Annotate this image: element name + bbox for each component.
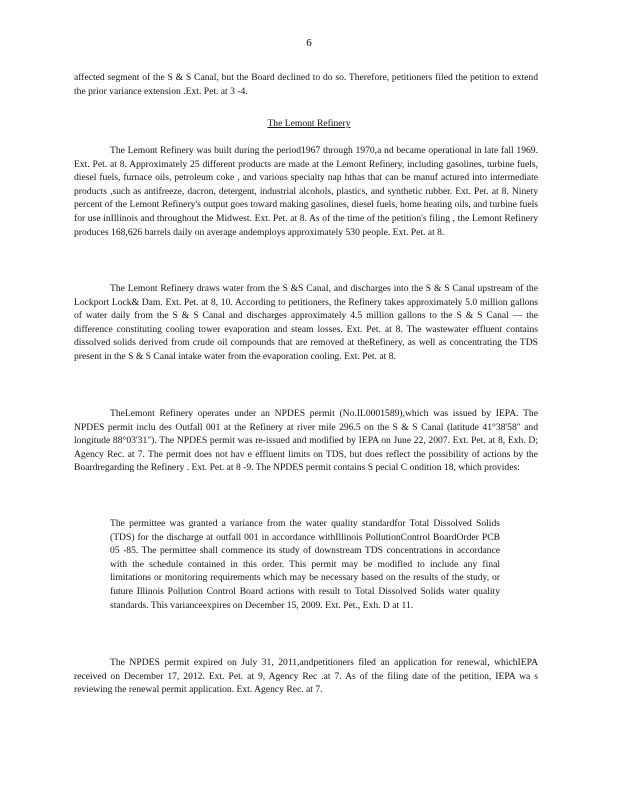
paragraph-2: The Lemont Refinery draws water from the S &S Canal, and discharges into the S & S Canal upstream of the Lockport Lock& Dam. Ext. Pet. at 8, 10. According to petitioners, the Refinery takes approximately 5.0 million gallons of water daily from the S & S Canal and discharges approximately 4.5 million gallons to the S & S Canal — the difference constituting cooling tower evaporation and steam losses. Ext. Pet. at 8. The wastewater effluent contains dissolved solids derived from crude oil compounds that are removed at theRefinery, as well as concentrating the TDS present in the S & S Canal intake water from the evaporation cooling. Ext. Pet. at 8. xyxy=(74,283,538,362)
block-quote-text: The permittee was granted a variance from the water quality standardfor Total Dissolved Solids (TDS) for the discharge at outfall 001 in accordance withIllinois PollutionControl BoardOrder PCB 05 -85. The permittee shall commence its study of downstream TDS concentrations in accordance with the schedule contained in this order. This permit may be modified to include any final limitations or monitoring requirements which may be necessary based on the results of the study, or future Illinois Pollution Control Board actions with result to Total Dissolved Solids water quality standards. This varianceexpires on December 15, 2009. Ext. Pet., Exh. D at 11. xyxy=(110,518,500,611)
paragraph-3: TheLemont Refinery operates under an NPDES permit (No.IL0001589),which was issued by IEPA. The NPDES permit inclu des Outfall 001 at the Refinery at river mile 296.5 on the S & S Canal (latitude 41°38'58" and longitude 88°03'31"). The NPDES permit was re-issued and modified by IEPA on June 22, 2007. Ext. Pet. at 8, Exh. D; Agency Rec. at 7. The permit does not hav e effluent limits on TDS, but does reflect the possibility of actions by the Boardregarding the Refinery . Ext. Pet. at 8 -9. The NPDES permit contains S pecial C ondition 18, which provides: xyxy=(74,408,538,474)
paragraph-3-block xyxy=(74,407,538,475)
page-number: 6 xyxy=(306,37,312,49)
paragraph-2-block xyxy=(74,282,538,364)
block-quote xyxy=(110,517,500,612)
section-heading: The Lemont Refinery xyxy=(267,118,351,129)
intro-paragraph: affected segment of the S & S Canal, but the Board declined to do so. Therefore, petitioners filed the petition to extend the prior variance extension .Ext. Pet. at 3 -4. xyxy=(74,72,538,97)
final-paragraph-block xyxy=(74,656,538,697)
section-heading-block xyxy=(0,117,618,131)
intro-paragraph-block xyxy=(74,71,538,98)
paragraph-1: The Lemont Refinery was built during the period1967 through 1970,a nd became operational in late fall 1969. Ext. Pet. at 8. Approximately 25 different products are made at the Lemont Refinery, including gasolines, turbine fuels, diesel fuels, furnace oils, petroleum coke , and various specialty nap hthas that can be manuf actured into intermediate products ,such as antifreeze, dacron, detergent, industrial alcohols, plastics, and synthetic rubber. Ext. Pet. at 8. Ninety percent of the Lemont Refinery's output goes toward making gasolines, diesel fuels, home heating oils, and turbine fuels for use inIllinois and throughout the Midwest. Ext. Pet. at 8. As of the time of the petition's filing , the Lemont Refinery produces 168,626 barrels daily on average andemploys approximately 530 people. Ext. Pet. at 8. xyxy=(74,145,538,238)
final-paragraph: The NPDES permit expired on July 31, 2011,andpetitioners filed an application for renewal, whichIEPA received on December 17, 2012. Ext. Pet. at 9, Agency Rec .at 7. As of the filing date of the petition, IEPA wa s reviewing the renewal permit application. Ext. Agency Rec. at 7. xyxy=(74,657,538,696)
paragraph-1-block xyxy=(74,144,538,239)
